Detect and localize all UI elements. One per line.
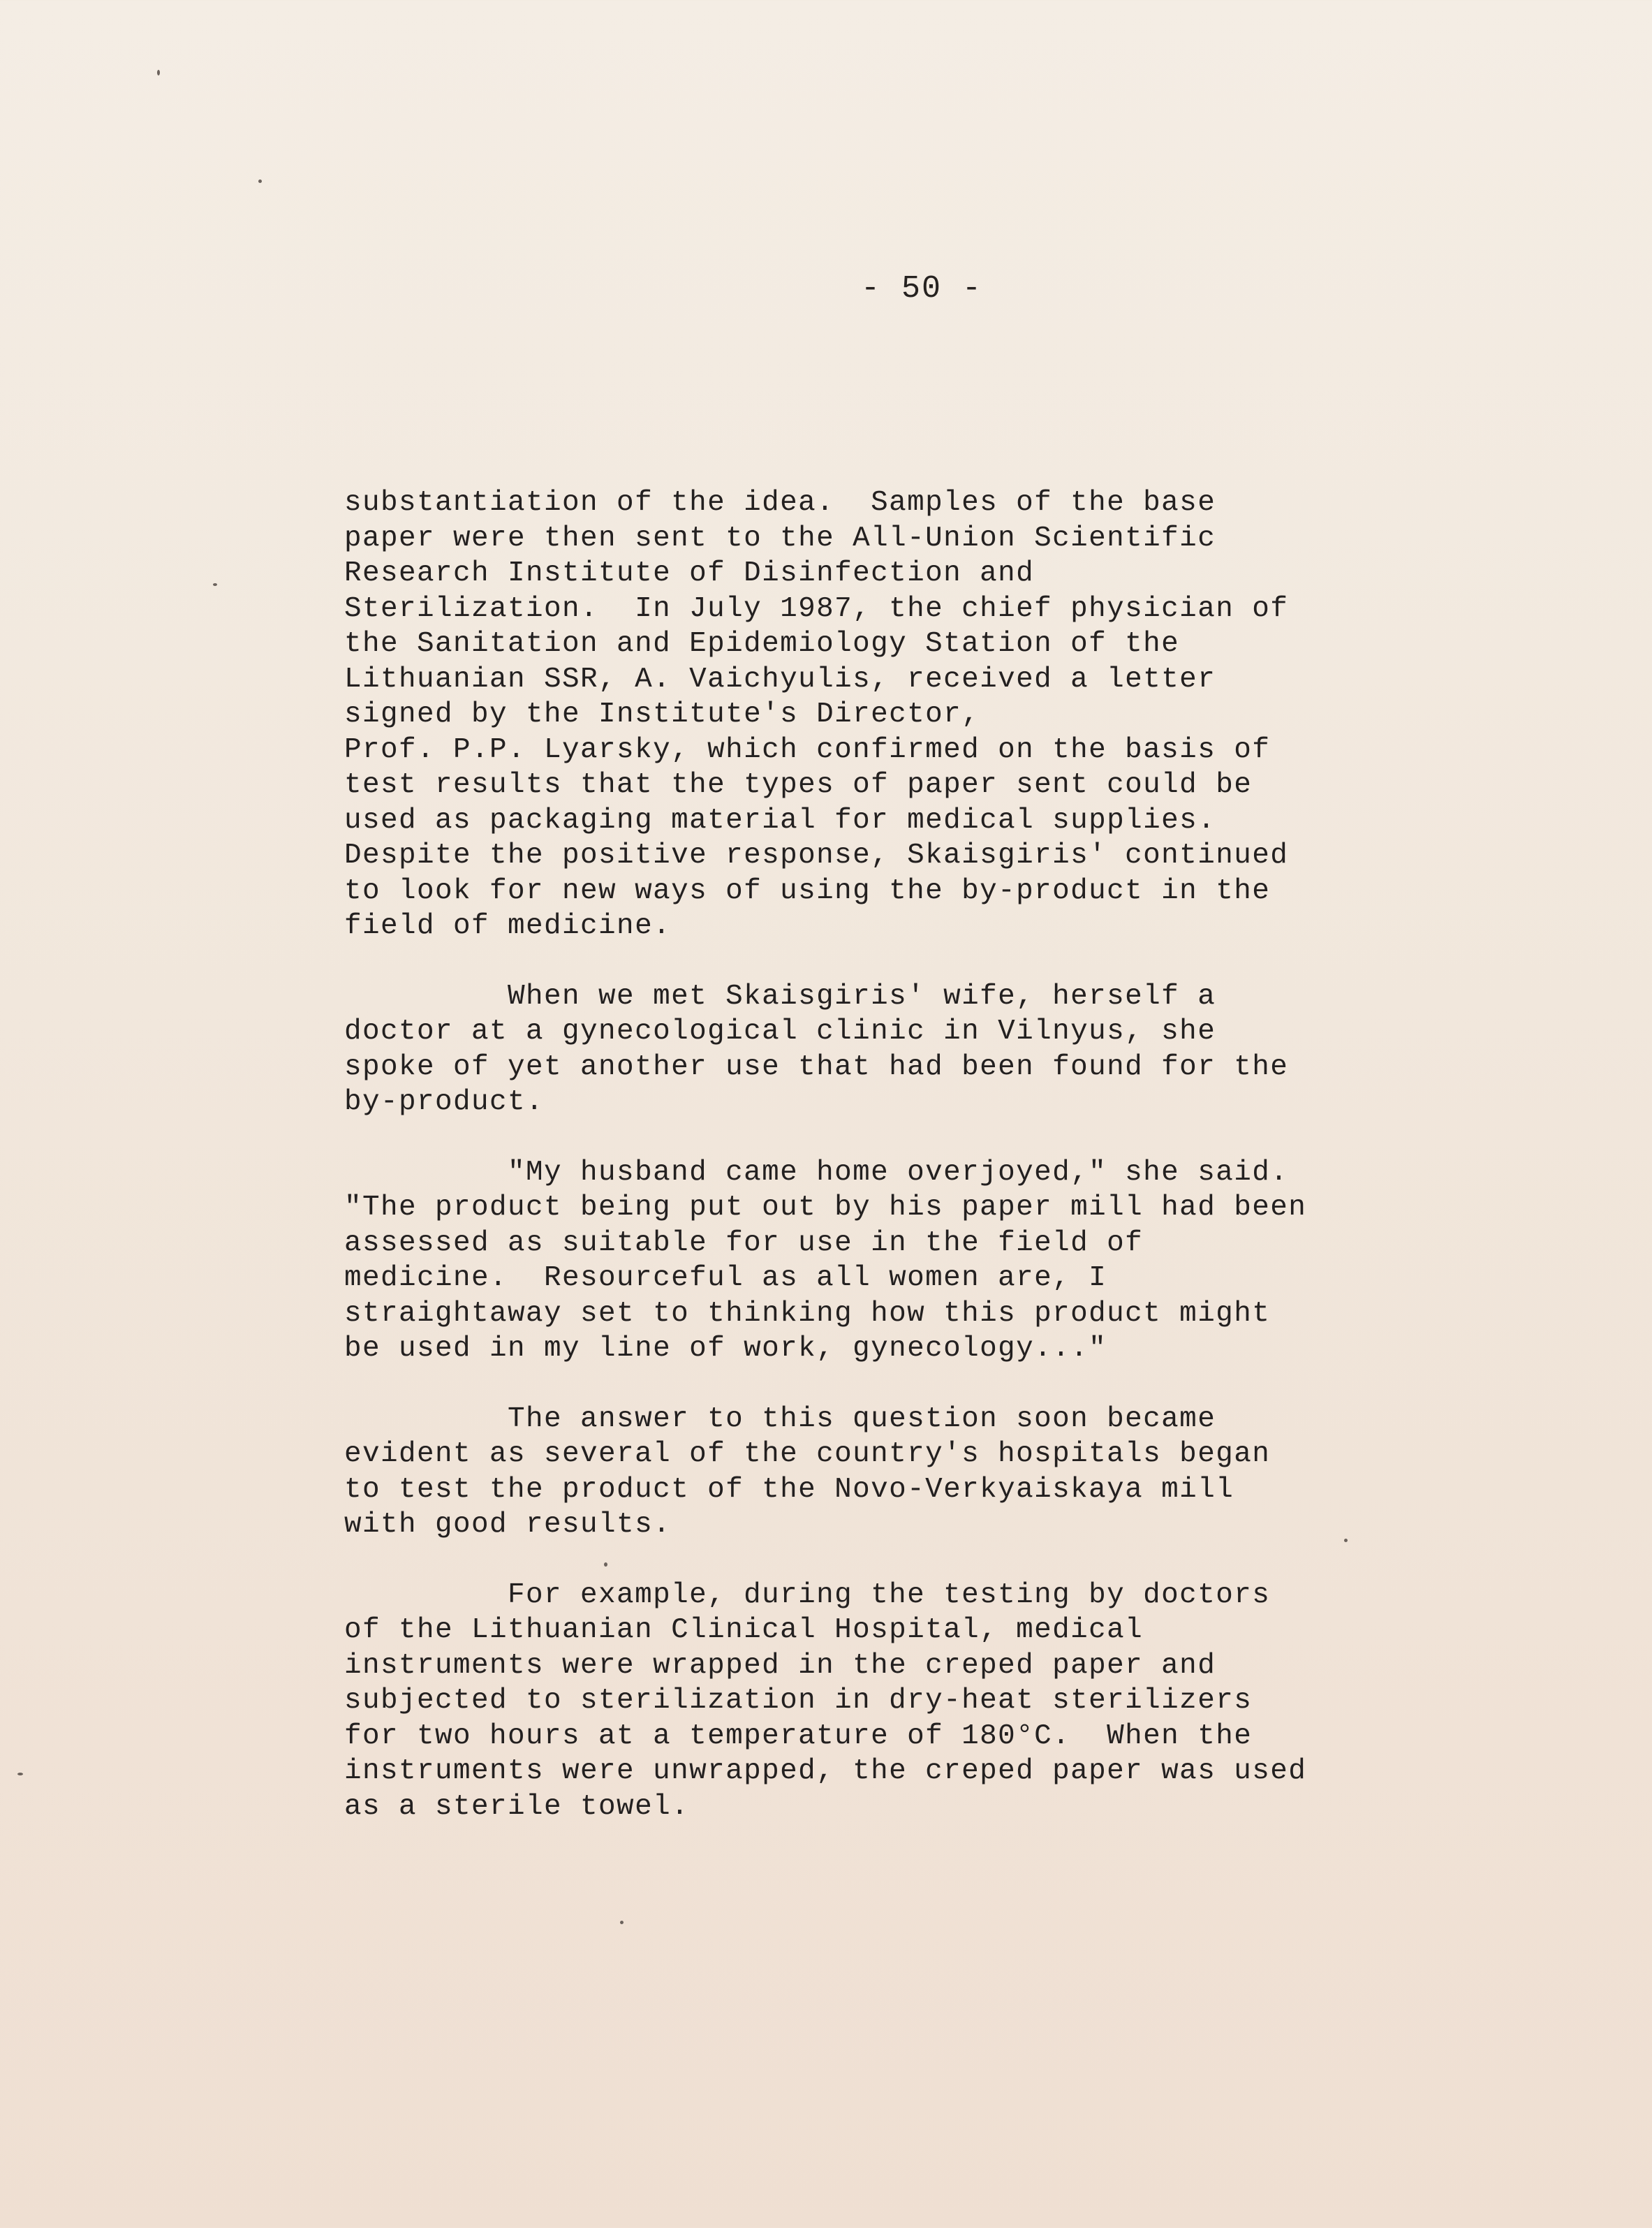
text-line: be used in my line of work, gynecology...": [344, 1333, 1107, 1365]
text-line: Prof. P.P. Lyarsky, which confirmed on the basis of: [344, 733, 1271, 766]
text-line: The answer to this question soon became: [344, 1402, 1216, 1435]
scan-speck: [620, 1921, 624, 1924]
text-line: medicine. Resourceful as all women are, I: [344, 1262, 1107, 1294]
text-line: Despite the positive response, Skaisgiris' continued: [344, 840, 1289, 872]
scan-speck: [157, 70, 160, 75]
text-line: field of medicine.: [344, 910, 672, 942]
body-text: [344, 485, 1517, 1859]
text-line: For example, during the testing by doctors: [344, 1578, 1271, 1611]
scan-speck: [17, 1773, 23, 1775]
scan-speck: [604, 1562, 607, 1567]
text-line: doctor at a gynecological clinic in Vilnyus, she: [344, 1016, 1216, 1048]
text-line: spoke of yet another use that had been found for the: [344, 1050, 1289, 1083]
text-line: straightaway set to thinking how this product might: [344, 1297, 1271, 1330]
text-line: substantiation of the idea. Samples of the base: [344, 487, 1216, 519]
scan-speck: [258, 179, 262, 183]
text-line: When we met Skaisgiris' wife, herself a: [344, 980, 1216, 1013]
paragraph-4: [344, 1402, 1517, 1543]
text-line: Research Institute of Disinfection and: [344, 557, 1035, 589]
paragraph-5: [344, 1578, 1517, 1825]
page-number: - 50 -: [860, 271, 983, 307]
text-line: with good results.: [344, 1509, 672, 1541]
text-line: to test the product of the Novo-Verkyaiskaya mill: [344, 1473, 1234, 1506]
paragraph-2: [344, 979, 1517, 1120]
text-line: signed by the Institute's Director,: [344, 698, 980, 731]
text-line: as a sterile towel.: [344, 1790, 690, 1823]
text-line: "My husband came home overjoyed," she said.: [344, 1156, 1289, 1189]
text-line: paper were then sent to the All-Union Scientific: [344, 522, 1216, 555]
text-line: for two hours at a temperature of 180°C. When the: [344, 1720, 1253, 1752]
text-line: subjected to sterilization in dry-heat sterilizers: [344, 1685, 1253, 1717]
text-line: instruments were wrapped in the creped paper and: [344, 1649, 1216, 1682]
text-line: test results that the types of paper sent could be: [344, 769, 1253, 801]
scan-speck: [213, 583, 217, 586]
paragraph-1: [344, 485, 1517, 944]
text-line: by-product.: [344, 1086, 545, 1118]
text-line: of the Lithuanian Clinical Hospital, medical: [344, 1614, 1144, 1646]
paragraph-3: [344, 1155, 1517, 1367]
text-line: to look for new ways of using the by-product in the: [344, 874, 1271, 907]
text-line: Sterilization. In July 1987, the chief physician of: [344, 592, 1289, 625]
text-line: assessed as suitable for use in the field of: [344, 1226, 1144, 1259]
text-line: instruments were unwrapped, the creped paper was used: [344, 1755, 1307, 1787]
text-line: the Sanitation and Epidemiology Station of the: [344, 628, 1180, 660]
scan-speck: [1344, 1539, 1348, 1542]
text-line: used as packaging material for medical supplies.: [344, 804, 1216, 837]
text-line: evident as several of the country's hospitals began: [344, 1438, 1271, 1470]
text-line: Lithuanian SSR, A. Vaichyulis, received a letter: [344, 663, 1216, 696]
text-line: "The product being put out by his paper mill had been: [344, 1192, 1307, 1224]
